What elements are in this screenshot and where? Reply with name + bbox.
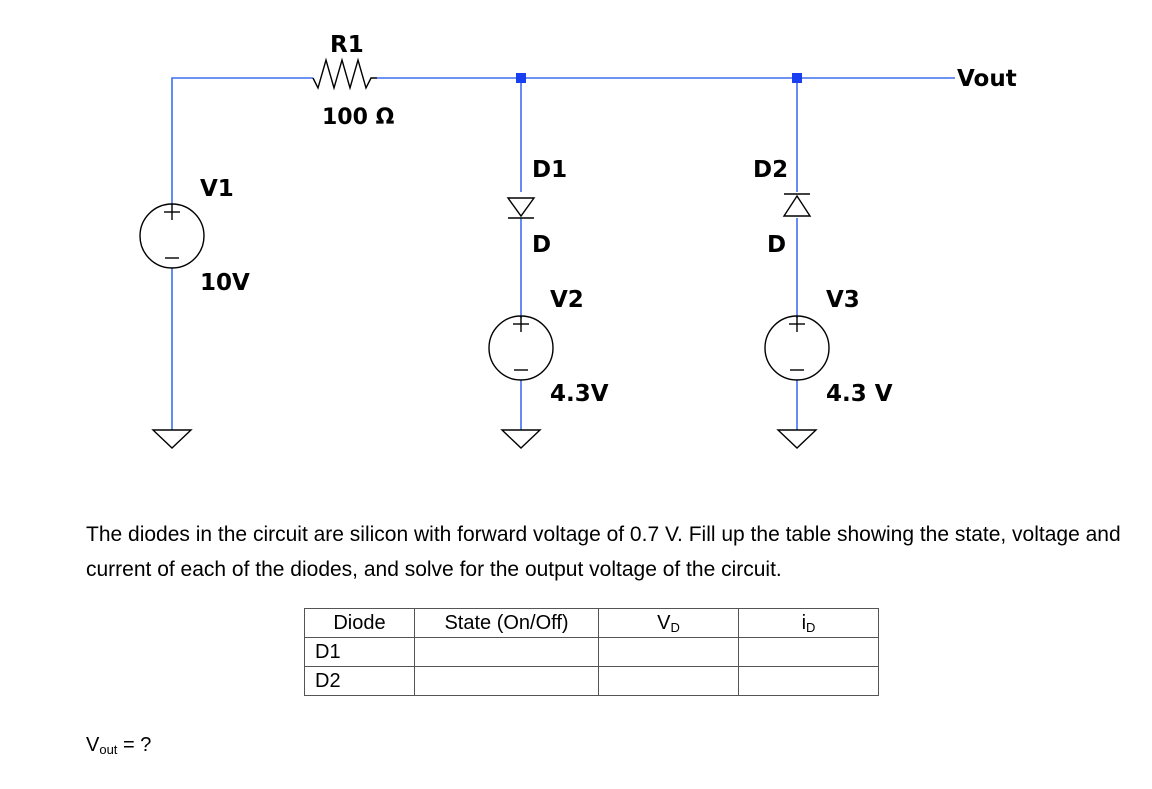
voltage-source-v3-symbol (765, 316, 829, 380)
ground-icon-v2 (502, 430, 540, 448)
row-d1-id[interactable] (739, 638, 879, 667)
vout-question-sub: out (99, 742, 118, 757)
header-id (739, 609, 879, 638)
d1-label: D1 (532, 157, 568, 183)
header-state: State (On/Off) (415, 609, 599, 638)
diode-results-table (304, 608, 879, 696)
resistor-r1-symbol (313, 60, 377, 88)
r1-value: 100 Ω (322, 105, 395, 130)
problem-description: The diodes in the circuit are silicon with forward voltage of 0.7 V. Fill up the table showing the state, voltage and current of each of the diodes, and solve for the output voltage of the circuit. (86, 523, 1121, 581)
header-diode: Diode (305, 609, 415, 638)
row-d2-diode: D2 (305, 667, 415, 696)
voltage-source-v1-symbol (140, 204, 204, 268)
diode-d1-symbol (508, 198, 534, 218)
d2-label: D2 (753, 157, 789, 183)
row-d1-diode: D1 (305, 638, 415, 667)
d1-model: D (532, 232, 552, 258)
vout-label: Vout (957, 66, 1017, 92)
header-id-sub: D (806, 619, 816, 635)
ground-icon-v3 (778, 430, 816, 448)
row-d1-vd[interactable] (599, 638, 739, 667)
v1-value: 10V (200, 270, 250, 296)
vout-question (86, 734, 151, 757)
v2-value: 4.3V (550, 381, 609, 407)
vout-question-rest: = ? (117, 734, 152, 756)
row-d2-vd[interactable] (599, 667, 739, 696)
header-vd-main: V (657, 611, 671, 634)
row-d2-id[interactable] (739, 667, 879, 696)
vout-question-v: V (86, 734, 100, 756)
v2-label: V2 (550, 287, 584, 313)
r1-label: R1 (330, 32, 364, 58)
d2-model: D (767, 232, 787, 258)
header-id-main: i (801, 611, 807, 634)
v1-label: V1 (200, 176, 234, 202)
wire-v1-to-r1 (172, 78, 313, 205)
row-d1-state[interactable] (415, 638, 599, 667)
junction-node-d1 (516, 73, 526, 83)
v3-label: V3 (826, 287, 860, 313)
v3-value: 4.3 V (826, 381, 893, 407)
header-vd (599, 609, 739, 638)
row-d2-state[interactable] (415, 667, 599, 696)
diode-d2-symbol (784, 194, 810, 216)
junction-node-d2 (792, 73, 802, 83)
ground-icon-v1 (153, 430, 191, 448)
header-vd-sub: D (670, 619, 680, 635)
table-row (305, 667, 879, 696)
table-header-row (305, 609, 879, 638)
voltage-source-v2-symbol (489, 316, 553, 380)
wires (172, 78, 955, 430)
table-row (305, 638, 879, 667)
